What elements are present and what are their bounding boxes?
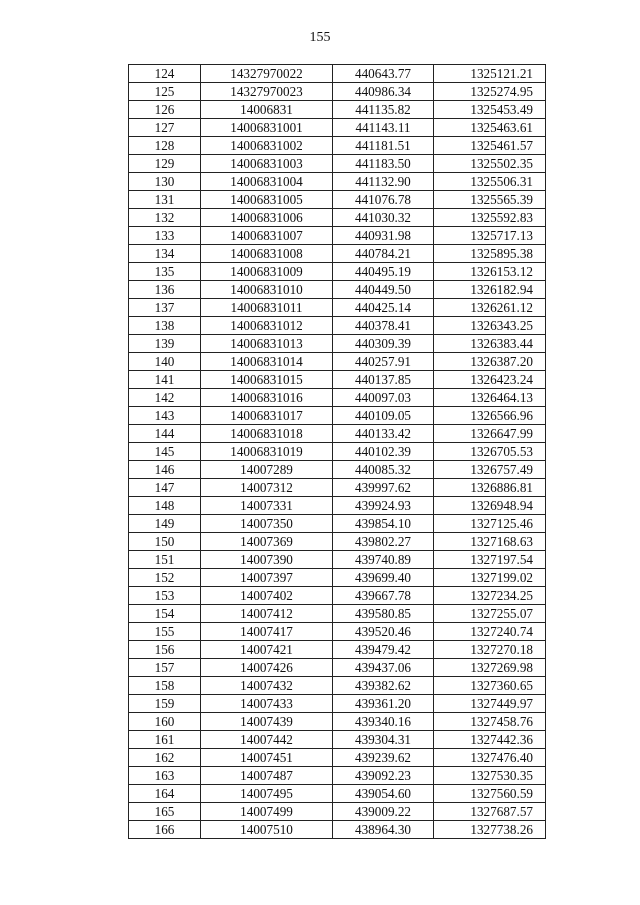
x-coordinate-cell: 439580.85 [333, 605, 434, 623]
y-coordinate-cell: 1326757.49 [434, 461, 546, 479]
row-number-cell: 150 [129, 533, 201, 551]
table-row [129, 407, 546, 425]
y-coordinate-cell: 1326387.20 [434, 353, 546, 371]
x-coordinate-cell: 439924.93 [333, 497, 434, 515]
table-row [129, 731, 546, 749]
table-row [129, 353, 546, 371]
y-coordinate-cell: 1325274.95 [434, 83, 546, 101]
y-coordinate-cell: 1327738.26 [434, 821, 546, 839]
table-row [129, 173, 546, 191]
row-number-cell: 136 [129, 281, 201, 299]
y-coordinate-cell: 1325592.83 [434, 209, 546, 227]
point-id-cell: 14007402 [201, 587, 333, 605]
x-coordinate-cell: 440109.05 [333, 407, 434, 425]
y-coordinate-cell: 1325565.39 [434, 191, 546, 209]
x-coordinate-cell: 440378.41 [333, 317, 434, 335]
point-id-cell: 14007433 [201, 695, 333, 713]
row-number-cell: 124 [129, 65, 201, 83]
y-coordinate-cell: 1326464.13 [434, 389, 546, 407]
x-coordinate-cell: 439740.89 [333, 551, 434, 569]
table-row [129, 263, 546, 281]
x-coordinate-cell: 441183.50 [333, 155, 434, 173]
row-number-cell: 134 [129, 245, 201, 263]
row-number-cell: 152 [129, 569, 201, 587]
table-row [129, 605, 546, 623]
point-id-cell: 14007390 [201, 551, 333, 569]
point-id-cell: 14006831011 [201, 299, 333, 317]
point-id-cell: 14006831 [201, 101, 333, 119]
y-coordinate-cell: 1326948.94 [434, 497, 546, 515]
table-row [129, 245, 546, 263]
x-coordinate-cell: 439239.62 [333, 749, 434, 767]
x-coordinate-cell: 439437.06 [333, 659, 434, 677]
table-row [129, 281, 546, 299]
table-row [129, 335, 546, 353]
x-coordinate-cell: 440784.21 [333, 245, 434, 263]
point-id-cell: 14006831001 [201, 119, 333, 137]
y-coordinate-cell: 1325461.57 [434, 137, 546, 155]
table-row [129, 623, 546, 641]
row-number-cell: 151 [129, 551, 201, 569]
point-id-cell: 14006831017 [201, 407, 333, 425]
x-coordinate-cell: 440643.77 [333, 65, 434, 83]
table-row [129, 515, 546, 533]
point-id-cell: 14006831004 [201, 173, 333, 191]
point-id-cell: 14007369 [201, 533, 333, 551]
y-coordinate-cell: 1327449.97 [434, 695, 546, 713]
point-id-cell: 14006831015 [201, 371, 333, 389]
table-row [129, 119, 546, 137]
row-number-cell: 162 [129, 749, 201, 767]
table-row [129, 497, 546, 515]
x-coordinate-cell: 441076.78 [333, 191, 434, 209]
point-id-cell: 14006831019 [201, 443, 333, 461]
table-row [129, 425, 546, 443]
y-coordinate-cell: 1327270.18 [434, 641, 546, 659]
x-coordinate-cell: 440097.03 [333, 389, 434, 407]
row-number-cell: 149 [129, 515, 201, 533]
y-coordinate-cell: 1325453.49 [434, 101, 546, 119]
row-number-cell: 139 [129, 335, 201, 353]
point-id-cell: 14007495 [201, 785, 333, 803]
row-number-cell: 161 [129, 731, 201, 749]
y-coordinate-cell: 1327125.46 [434, 515, 546, 533]
table-row [129, 443, 546, 461]
y-coordinate-cell: 1325502.35 [434, 155, 546, 173]
point-id-cell: 14007350 [201, 515, 333, 533]
table-row [129, 371, 546, 389]
page-number: 155 [309, 30, 331, 45]
y-coordinate-cell: 1327560.59 [434, 785, 546, 803]
y-coordinate-cell: 1327199.02 [434, 569, 546, 587]
y-coordinate-cell: 1327476.40 [434, 749, 546, 767]
row-number-cell: 135 [129, 263, 201, 281]
table-row [129, 695, 546, 713]
row-number-cell: 163 [129, 767, 201, 785]
y-coordinate-cell: 1327687.57 [434, 803, 546, 821]
x-coordinate-cell: 441181.51 [333, 137, 434, 155]
table-row [129, 299, 546, 317]
y-coordinate-cell: 1327360.65 [434, 677, 546, 695]
point-id-cell: 14006831013 [201, 335, 333, 353]
point-id-cell: 14006831010 [201, 281, 333, 299]
point-id-cell: 14007397 [201, 569, 333, 587]
x-coordinate-cell: 439054.60 [333, 785, 434, 803]
point-id-cell: 14006831016 [201, 389, 333, 407]
y-coordinate-cell: 1325463.61 [434, 119, 546, 137]
row-number-cell: 147 [129, 479, 201, 497]
row-number-cell: 148 [129, 497, 201, 515]
x-coordinate-cell: 440425.14 [333, 299, 434, 317]
row-number-cell: 142 [129, 389, 201, 407]
point-id-cell: 14006831003 [201, 155, 333, 173]
point-id-cell: 14006831018 [201, 425, 333, 443]
x-coordinate-cell: 440257.91 [333, 353, 434, 371]
x-coordinate-cell: 440309.39 [333, 335, 434, 353]
point-id-cell: 14006831007 [201, 227, 333, 245]
y-coordinate-cell: 1325506.31 [434, 173, 546, 191]
point-id-cell: 14006831008 [201, 245, 333, 263]
table-row [129, 191, 546, 209]
y-coordinate-cell: 1326182.94 [434, 281, 546, 299]
table-row [129, 587, 546, 605]
point-id-cell: 14006831012 [201, 317, 333, 335]
x-coordinate-cell: 440102.39 [333, 443, 434, 461]
row-number-cell: 140 [129, 353, 201, 371]
row-number-cell: 128 [129, 137, 201, 155]
row-number-cell: 157 [129, 659, 201, 677]
x-coordinate-cell: 439009.22 [333, 803, 434, 821]
point-id-cell: 14007439 [201, 713, 333, 731]
row-number-cell: 166 [129, 821, 201, 839]
y-coordinate-cell: 1326383.44 [434, 335, 546, 353]
y-coordinate-cell: 1327530.35 [434, 767, 546, 785]
y-coordinate-cell: 1326566.96 [434, 407, 546, 425]
point-id-cell: 14007412 [201, 605, 333, 623]
coordinates-table [128, 64, 546, 839]
point-id-cell: 14007426 [201, 659, 333, 677]
point-id-cell: 14007289 [201, 461, 333, 479]
y-coordinate-cell: 1327234.25 [434, 587, 546, 605]
y-coordinate-cell: 1327197.54 [434, 551, 546, 569]
y-coordinate-cell: 1327255.07 [434, 605, 546, 623]
y-coordinate-cell: 1327240.74 [434, 623, 546, 641]
x-coordinate-cell: 440137.85 [333, 371, 434, 389]
point-id-cell: 14006831009 [201, 263, 333, 281]
table-row [129, 209, 546, 227]
point-id-cell: 14006831005 [201, 191, 333, 209]
point-id-cell: 14327970023 [201, 83, 333, 101]
table-row [129, 317, 546, 335]
x-coordinate-cell: 440133.42 [333, 425, 434, 443]
table-row [129, 767, 546, 785]
row-number-cell: 127 [129, 119, 201, 137]
row-number-cell: 160 [129, 713, 201, 731]
row-number-cell: 164 [129, 785, 201, 803]
x-coordinate-cell: 439361.20 [333, 695, 434, 713]
row-number-cell: 133 [129, 227, 201, 245]
y-coordinate-cell: 1327442.36 [434, 731, 546, 749]
point-id-cell: 14007331 [201, 497, 333, 515]
x-coordinate-cell: 441135.82 [333, 101, 434, 119]
point-id-cell: 14007432 [201, 677, 333, 695]
row-number-cell: 154 [129, 605, 201, 623]
row-number-cell: 131 [129, 191, 201, 209]
row-number-cell: 153 [129, 587, 201, 605]
y-coordinate-cell: 1327458.76 [434, 713, 546, 731]
x-coordinate-cell: 439667.78 [333, 587, 434, 605]
y-coordinate-cell: 1327269.98 [434, 659, 546, 677]
row-number-cell: 138 [129, 317, 201, 335]
row-number-cell: 144 [129, 425, 201, 443]
table-row [129, 227, 546, 245]
row-number-cell: 165 [129, 803, 201, 821]
table-row [129, 479, 546, 497]
x-coordinate-cell: 440986.34 [333, 83, 434, 101]
x-coordinate-cell: 440449.50 [333, 281, 434, 299]
point-id-cell: 14007499 [201, 803, 333, 821]
row-number-cell: 146 [129, 461, 201, 479]
row-number-cell: 156 [129, 641, 201, 659]
table-body [129, 65, 546, 839]
table-row [129, 101, 546, 119]
x-coordinate-cell: 439997.62 [333, 479, 434, 497]
table-row [129, 389, 546, 407]
y-coordinate-cell: 1326261.12 [434, 299, 546, 317]
point-id-cell: 14007487 [201, 767, 333, 785]
x-coordinate-cell: 439382.62 [333, 677, 434, 695]
x-coordinate-cell: 439854.10 [333, 515, 434, 533]
table-row [129, 803, 546, 821]
row-number-cell: 145 [129, 443, 201, 461]
table-row [129, 677, 546, 695]
point-id-cell: 14007442 [201, 731, 333, 749]
y-coordinate-cell: 1327168.63 [434, 533, 546, 551]
x-coordinate-cell: 440495.19 [333, 263, 434, 281]
x-coordinate-cell: 439699.40 [333, 569, 434, 587]
point-id-cell: 14006831006 [201, 209, 333, 227]
x-coordinate-cell: 439520.46 [333, 623, 434, 641]
table-row [129, 641, 546, 659]
table-row [129, 65, 546, 83]
row-number-cell: 125 [129, 83, 201, 101]
row-number-cell: 129 [129, 155, 201, 173]
row-number-cell: 132 [129, 209, 201, 227]
row-number-cell: 137 [129, 299, 201, 317]
point-id-cell: 14007312 [201, 479, 333, 497]
y-coordinate-cell: 1325717.13 [434, 227, 546, 245]
point-id-cell: 14007451 [201, 749, 333, 767]
row-number-cell: 143 [129, 407, 201, 425]
row-number-cell: 155 [129, 623, 201, 641]
row-number-cell: 158 [129, 677, 201, 695]
x-coordinate-cell: 438964.30 [333, 821, 434, 839]
table-row [129, 551, 546, 569]
x-coordinate-cell: 439802.27 [333, 533, 434, 551]
x-coordinate-cell: 441143.11 [333, 119, 434, 137]
table-row [129, 155, 546, 173]
table-row [129, 659, 546, 677]
x-coordinate-cell: 440085.32 [333, 461, 434, 479]
row-number-cell: 159 [129, 695, 201, 713]
table-row [129, 785, 546, 803]
y-coordinate-cell: 1326423.24 [434, 371, 546, 389]
row-number-cell: 141 [129, 371, 201, 389]
x-coordinate-cell: 439479.42 [333, 641, 434, 659]
point-id-cell: 14006831014 [201, 353, 333, 371]
y-coordinate-cell: 1326343.25 [434, 317, 546, 335]
point-id-cell: 14327970022 [201, 65, 333, 83]
y-coordinate-cell: 1325895.38 [434, 245, 546, 263]
table-row [129, 533, 546, 551]
y-coordinate-cell: 1326153.12 [434, 263, 546, 281]
table-row [129, 461, 546, 479]
point-id-cell: 14007421 [201, 641, 333, 659]
y-coordinate-cell: 1326705.53 [434, 443, 546, 461]
x-coordinate-cell: 439092.23 [333, 767, 434, 785]
point-id-cell: 14007417 [201, 623, 333, 641]
table-row [129, 749, 546, 767]
row-number-cell: 126 [129, 101, 201, 119]
y-coordinate-cell: 1325121.21 [434, 65, 546, 83]
row-number-cell: 130 [129, 173, 201, 191]
point-id-cell: 14006831002 [201, 137, 333, 155]
x-coordinate-cell: 439304.31 [333, 731, 434, 749]
x-coordinate-cell: 441030.32 [333, 209, 434, 227]
x-coordinate-cell: 440931.98 [333, 227, 434, 245]
y-coordinate-cell: 1326647.99 [434, 425, 546, 443]
y-coordinate-cell: 1326886.81 [434, 479, 546, 497]
x-coordinate-cell: 441132.90 [333, 173, 434, 191]
x-coordinate-cell: 439340.16 [333, 713, 434, 731]
point-id-cell: 14007510 [201, 821, 333, 839]
table-row [129, 569, 546, 587]
table-row [129, 83, 546, 101]
table-row [129, 137, 546, 155]
table-row [129, 713, 546, 731]
table-row [129, 821, 546, 839]
